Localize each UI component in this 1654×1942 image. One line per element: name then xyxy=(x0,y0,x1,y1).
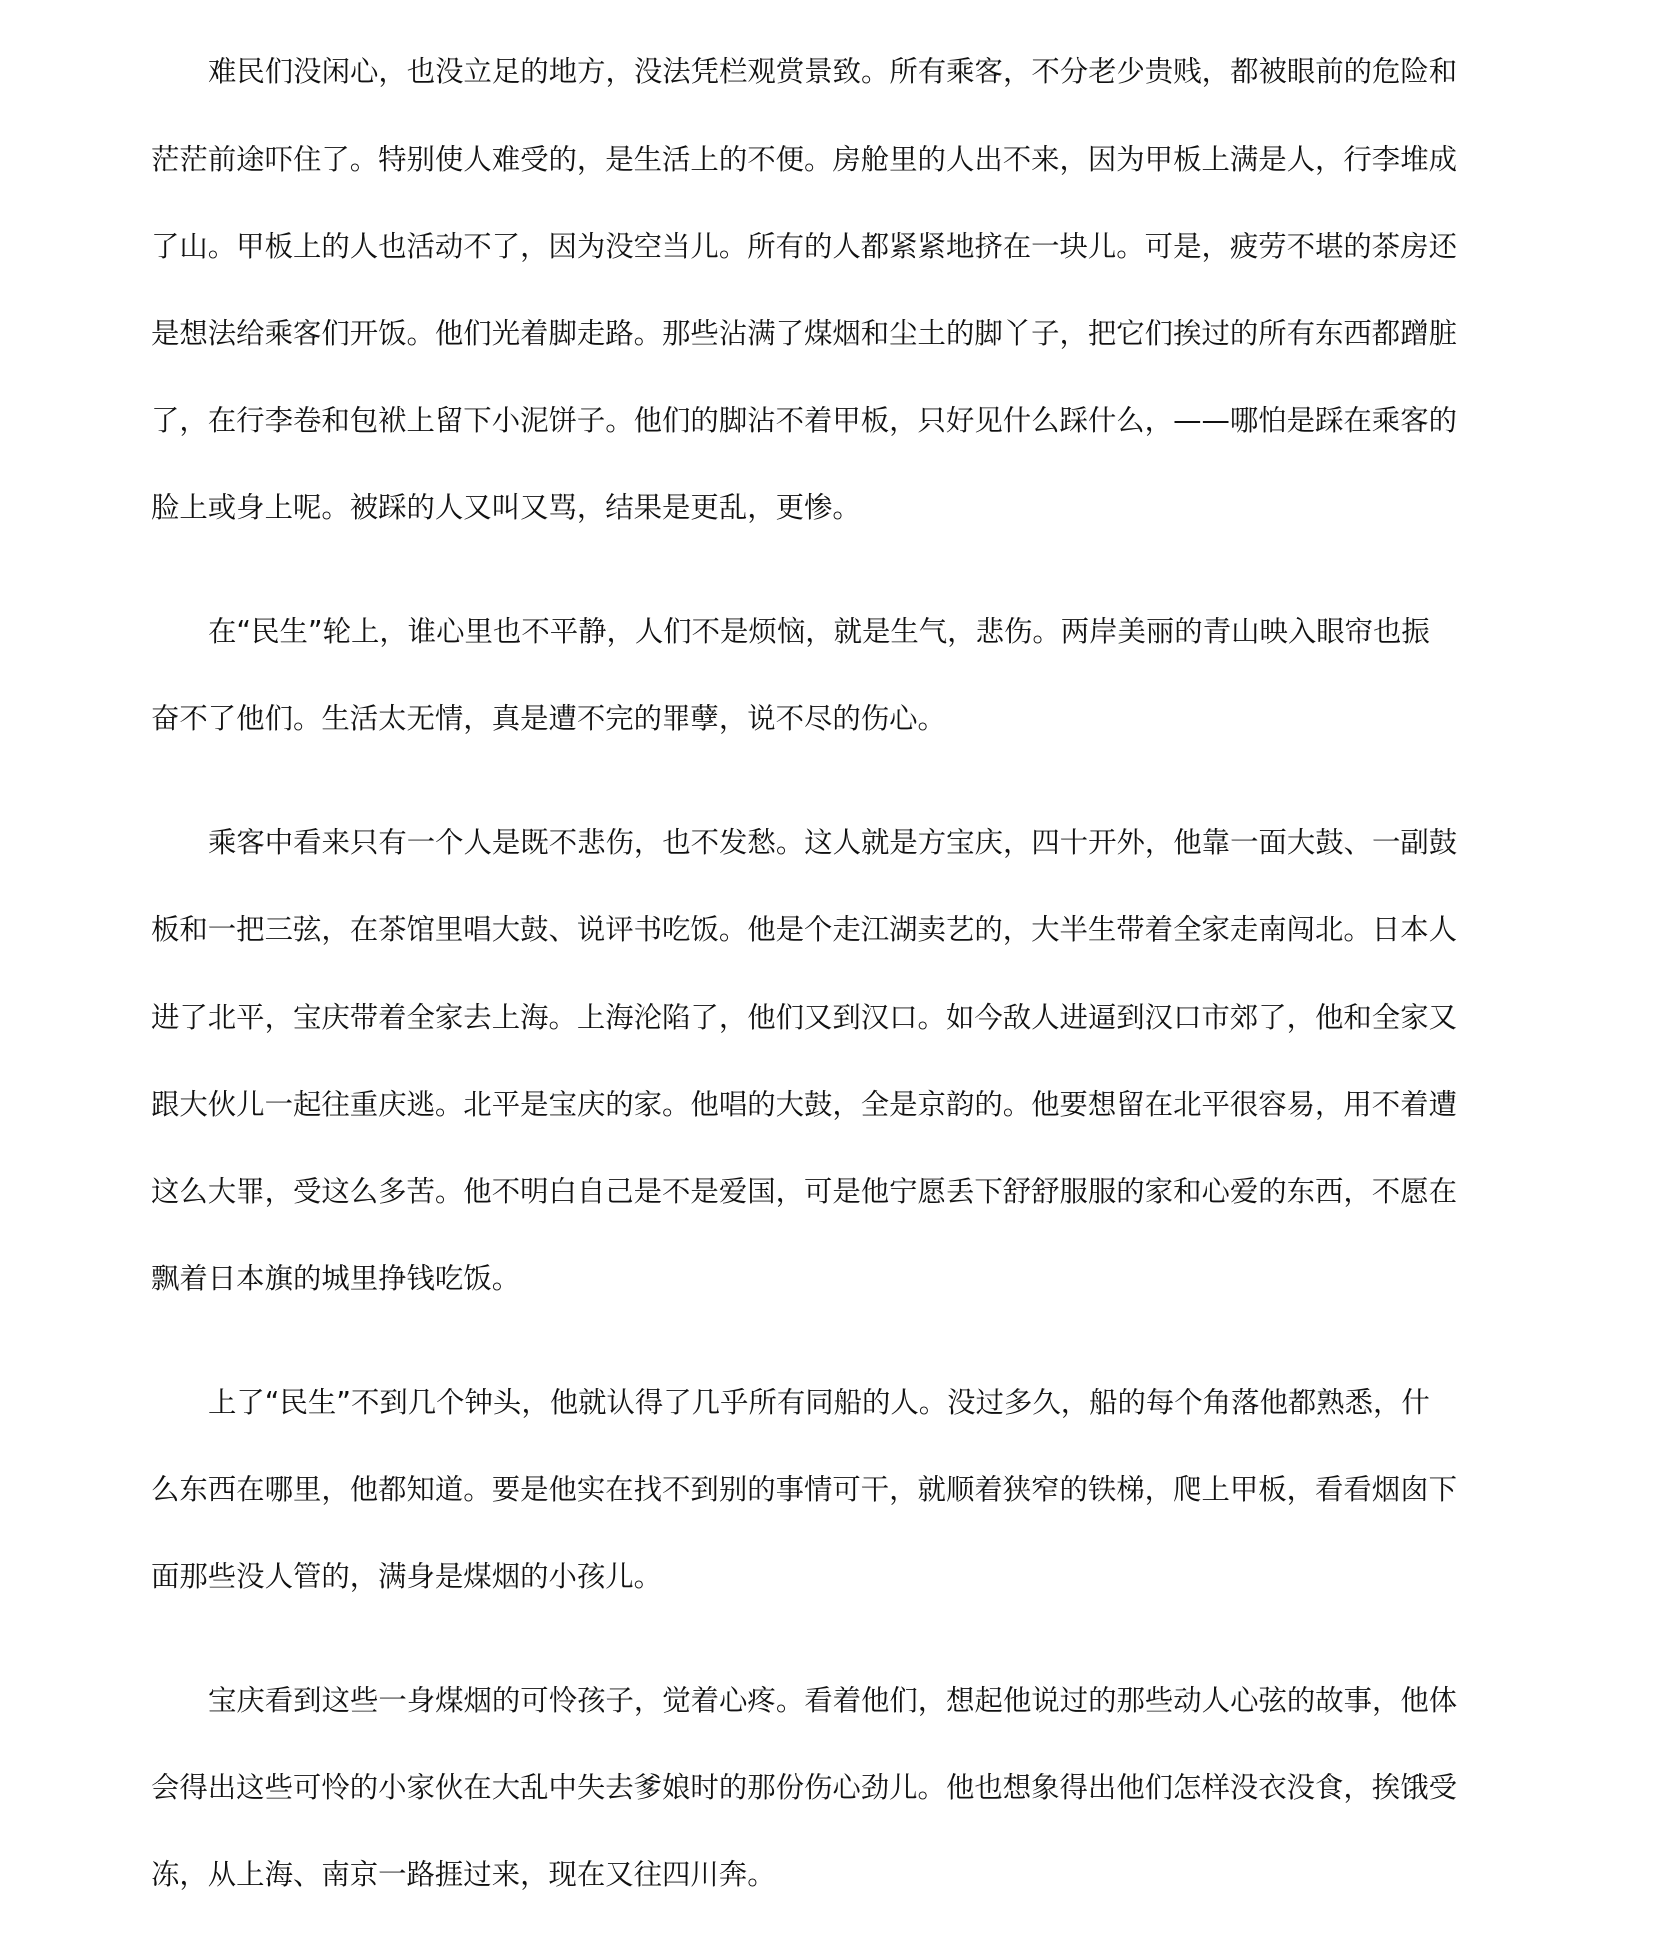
paragraph-first-line: 宝庆看到这些一身煤烟的可怜孩子，觉着心疼。看着他们，想起他说过的那些动人心弦的故事，他体 xyxy=(208,1684,1458,1717)
text-line: 进了北平，宝庆带着全家去上海。上海沦陷了，他们又到汉口。如今敌人进逼到汉口市郊了，他和全家又 xyxy=(151,1001,1457,1034)
paragraph-first-line: 在“民生”轮上，谁心里也不平静，人们不是烦恼，就是生气，悲伤。两岸美丽的青山映入眼帘也振 xyxy=(208,615,1430,648)
paragraph-first-line: 乘客中看来只有一个人是既不悲伤，也不发愁。这人就是方宝庆，四十开外，他靠一面大鼓、一副鼓 xyxy=(208,826,1458,859)
text-line: 跟大伙儿一起往重庆逃。北平是宝庆的家。他唱的大鼓，全是京韵的。他要想留在北平很容易，用不着遭 xyxy=(151,1088,1457,1121)
paragraph-first-line: 上了“民生”不到几个钟头，他就认得了几乎所有同船的人。没过多久，船的每个角落他都熟悉，什 xyxy=(208,1386,1430,1419)
text-line: 面那些没人管的，满身是煤烟的小孩儿。 xyxy=(151,1560,663,1593)
text-line: 脸上或身上呢。被踩的人又叫又骂，结果是更乱，更惨。 xyxy=(151,491,861,524)
text-line: 冻，从上海、南京一路捱过来，现在又往四川奔。 xyxy=(151,1858,776,1891)
text-line: 茫茫前途吓住了。特别使人难受的，是生活上的不便。房舱里的人出不来，因为甲板上满是人，行李堆成 xyxy=(151,143,1457,176)
paragraph-first-line: 难民们没闲心，也没立足的地方，没法凭栏观赏景致。所有乘客，不分老少贵贱，都被眼前的危险和 xyxy=(208,55,1458,88)
text-line: 飘着日本旗的城里挣钱吃饭。 xyxy=(151,1262,521,1295)
text-line: 奋不了他们。生活太无情，真是遭不完的罪孽，说不尽的伤心。 xyxy=(151,702,946,735)
text-line: 这么大罪，受这么多苦。他不明白自己是不是爱国，可是他宁愿丢下舒舒服服的家和心爱的东西，不愿在 xyxy=(151,1175,1457,1208)
text-line: 么东西在哪里，他都知道。要是他实在找不到别的事情可干，就顺着狭窄的铁梯，爬上甲板，看看烟囱下 xyxy=(151,1473,1457,1506)
text-line: 了，在行李卷和包袱上留下小泥饼子。他们的脚沾不着甲板，只好见什么踩什么，——哪怕是踩在乘客的 xyxy=(151,404,1457,437)
text-line: 会得出这些可怜的小家伙在大乱中失去爹娘时的那份伤心劲儿。他也想象得出他们怎样没衣没食，挨饿受 xyxy=(151,1771,1457,1804)
text-line: 板和一把三弦，在茶馆里唱大鼓、说评书吃饭。他是个走江湖卖艺的，大半生带着全家走南闯北。日本人 xyxy=(151,913,1457,946)
text-line: 了山。甲板上的人也活动不了，因为没空当儿。所有的人都紧紧地挤在一块儿。可是，疲劳不堪的茶房还 xyxy=(151,230,1457,263)
text-line: 是想法给乘客们开饭。他们光着脚走路。那些沾满了煤烟和尘土的脚丫子，把它们挨过的所有东西都蹭脏 xyxy=(151,317,1457,350)
